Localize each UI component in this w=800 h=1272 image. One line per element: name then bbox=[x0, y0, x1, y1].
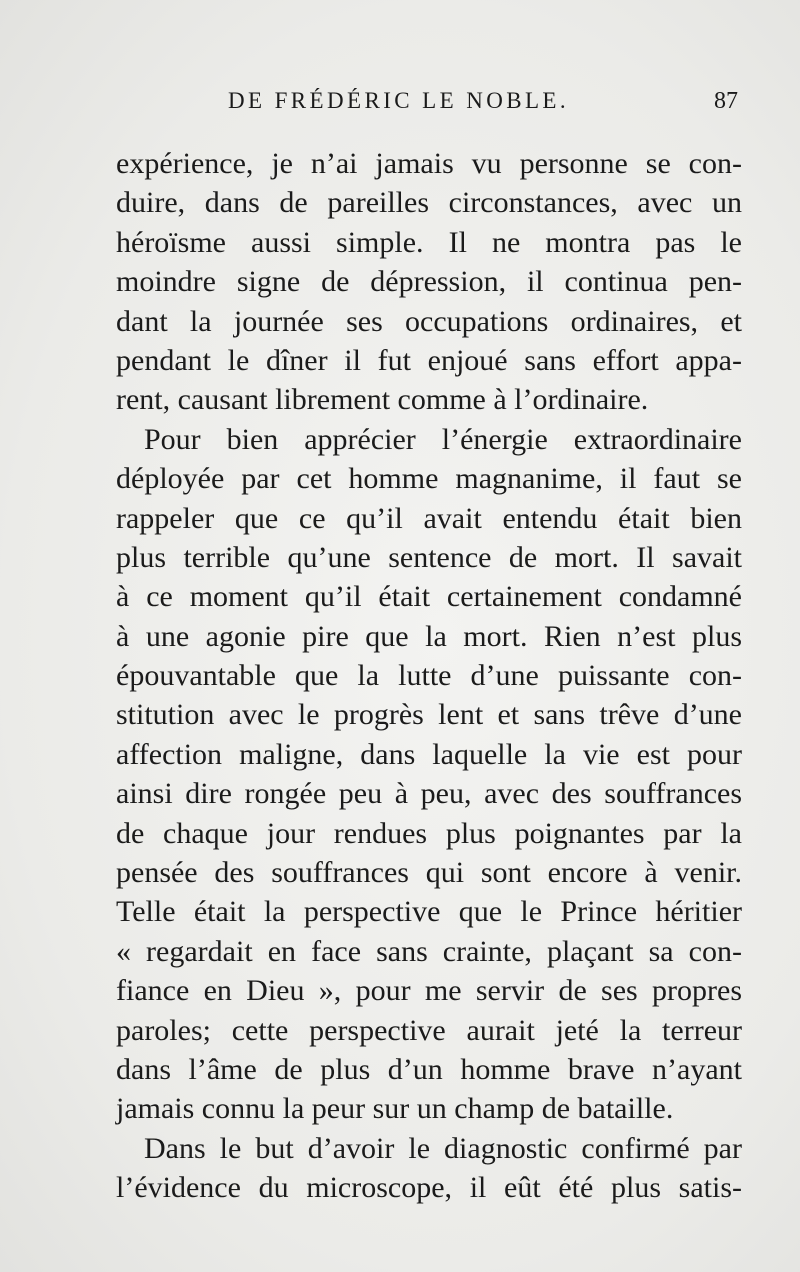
text-line: ainsi dire rongée peu à peu, avec des souffrances bbox=[116, 777, 742, 811]
text-line: de chaque jour rendues plus poignantes par la bbox=[116, 816, 742, 850]
text-line: l’évidence du microscope, il eût été plus satis- bbox=[116, 1171, 742, 1205]
text-line: pensée des souffrances qui sont encore à venir. bbox=[116, 856, 742, 890]
text-line: dans l’âme de plus d’un homme brave n’ayant bbox=[116, 1052, 742, 1086]
page-header bbox=[228, 88, 738, 124]
text-line: jamais connu la peur sur un champ de bataille. bbox=[116, 1092, 674, 1126]
text-line: duire, dans de pareilles circonstances, avec un bbox=[116, 186, 742, 220]
text-line: Telle était la perspective que le Prince héritier bbox=[116, 895, 742, 929]
text-line: « regardait en face sans crainte, plaçant sa con- bbox=[116, 934, 742, 968]
page-number: 87 bbox=[714, 88, 738, 114]
text-line: affection maligne, dans laquelle la vie est pour bbox=[116, 737, 742, 771]
text-line: stitution avec le progrès lent et sans trêve d’une bbox=[116, 698, 742, 732]
running-title: DE FRÉDÉRIC LE NOBLE. bbox=[228, 88, 569, 113]
text-line: expérience, je n’ai jamais vu personne se con- bbox=[116, 147, 742, 180]
text-line: héroïsme aussi simple. Il ne montra pas le bbox=[116, 225, 742, 259]
text-line: Dans le but d’avoir le diagnostic confirmé par bbox=[144, 1131, 742, 1165]
text-line: épouvantable que la lutte d’une puissante con- bbox=[116, 659, 742, 693]
text-line: rappeler que ce qu’il avait entendu était bien bbox=[116, 501, 742, 535]
text-line: fiance en Dieu », pour me servir de ses propres bbox=[116, 974, 742, 1008]
text-line: Pour bien apprécier l’énergie extraordinaire bbox=[144, 422, 742, 456]
text-line: dant la journée ses occupations ordinaires, et bbox=[116, 304, 742, 338]
text-line: pendant le dîner il fut enjoué sans effort appa- bbox=[116, 343, 742, 377]
text-line: à ce moment qu’il était certainement condamné bbox=[116, 580, 742, 614]
text-line: déployée par cet homme magnanime, il faut se bbox=[116, 462, 742, 496]
body-text bbox=[116, 144, 742, 1208]
text-line: moindre signe de dépression, il continua pen- bbox=[116, 265, 742, 299]
text-line: paroles; cette perspective aurait jeté la terreur bbox=[116, 1013, 742, 1047]
text-line: plus terrible qu’une sentence de mort. Il savait bbox=[116, 540, 742, 574]
text-line: à une agonie pire que la mort. Rien n’est plus bbox=[116, 619, 742, 653]
text-line: rent, causant librement comme à l’ordinaire. bbox=[116, 383, 649, 417]
